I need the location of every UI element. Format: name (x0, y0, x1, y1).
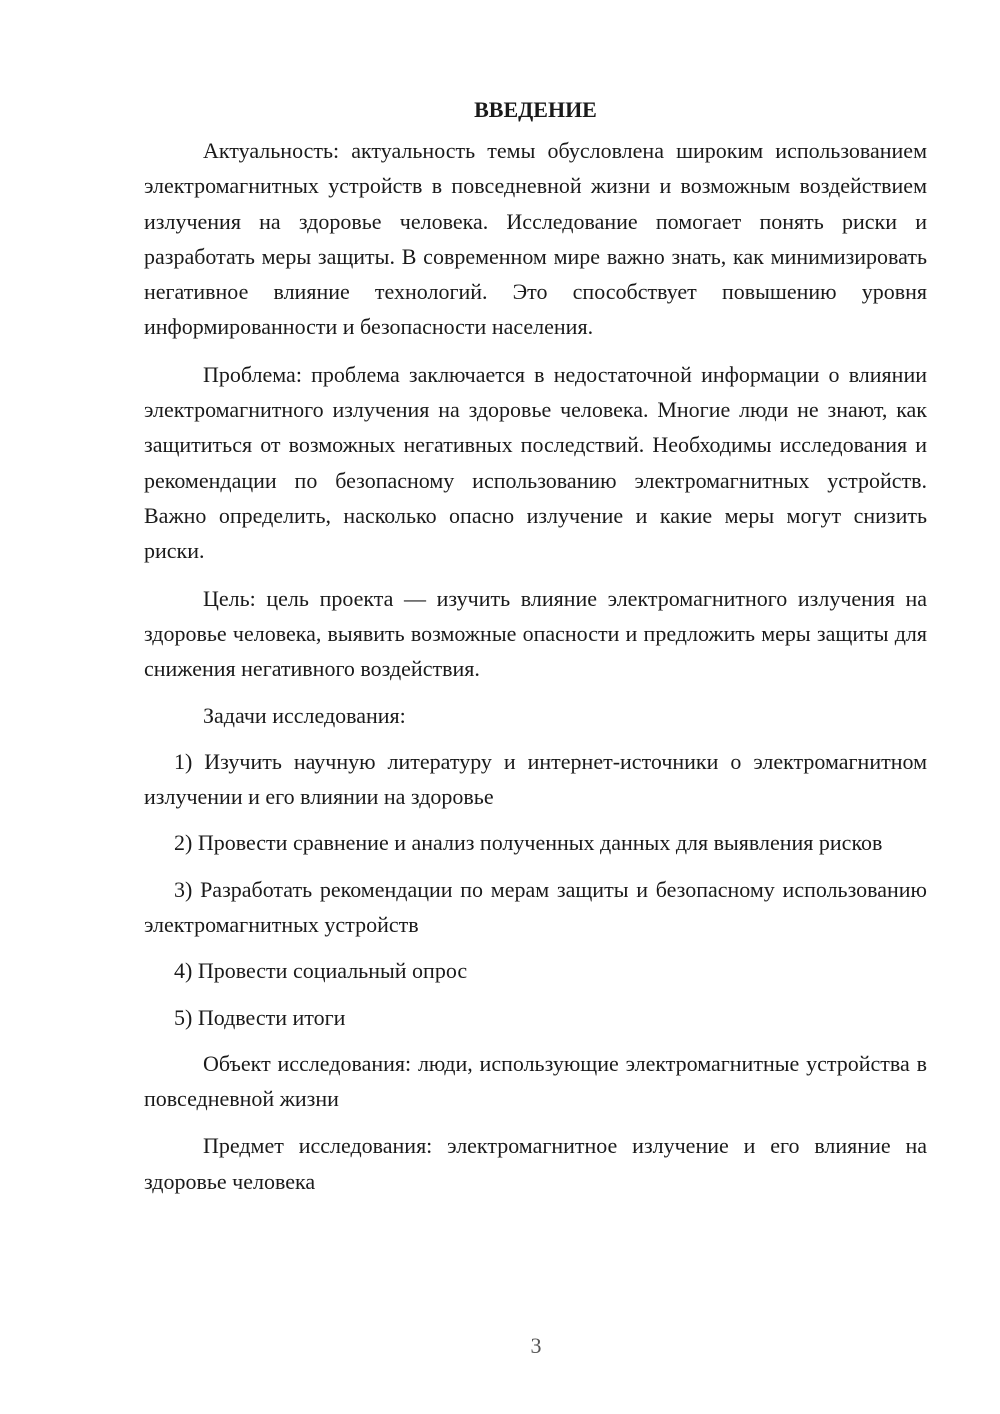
list-item-task-2: 2) Провести сравнение и анализ полученных данных для выявления рисков (174, 830, 883, 856)
paragraph-relevance: Актуальность: актуальность темы обусловлена широким использованием электромагнитных устройств в повседневной жизни и возможным воздействием излучения на здоровье человека. Исследование помогает понять риски и разработать меры защиты. В современном мире важно знать, как минимизировать негативное влияние технологий. Это способствует повышению уровня информированности и безопасности населения. (144, 138, 927, 340)
paragraph-subject: Предмет исследования: электромагнитное излучение и его влияние на здоровье человека (144, 1133, 927, 1194)
list-item-task-5: 5) Подвести итоги (174, 1004, 346, 1030)
tasks-heading: Задачи исследования: (203, 703, 406, 729)
page-number: 3 (530, 1333, 542, 1358)
list-item-task-4: 4) Провести социальный опрос (174, 958, 468, 984)
paragraph-problem: Проблема: проблема заключается в недостаточной информации о влиянии электромагнитного излучения на здоровье человека. Многие люди не знают, как защититься от возможных негативных последствий. Необходимы исследования и рекомендации по безопасному использованию электромагнитных устройств. Важно определить, насколько опасно излучение и какие меры могут снизить риски. (144, 361, 927, 564)
list-item-task-1: 1) Изучить научную литературу и интернет-источники о электромагнитном излучении и его влиянии на здоровье (144, 748, 927, 810)
paragraph-object: Объект исследования: люди, использующие электромагнитные устройства в повседневной жизни (144, 1050, 927, 1112)
paragraph-goal: Цель: цель проекта — изучить влияние электромагнитного излучения на здоровье человека, выявить возможные опасности и предложить меры защиты для снижения негативного воздействия. (144, 585, 927, 682)
page-title: ВВЕДЕНИЕ (474, 97, 597, 122)
page-content (144, 92, 927, 1211)
list-item-task-3: 3) Разработать рекомендации по мерам защиты и безопасному использованию электромагнитных устройств (144, 876, 927, 937)
